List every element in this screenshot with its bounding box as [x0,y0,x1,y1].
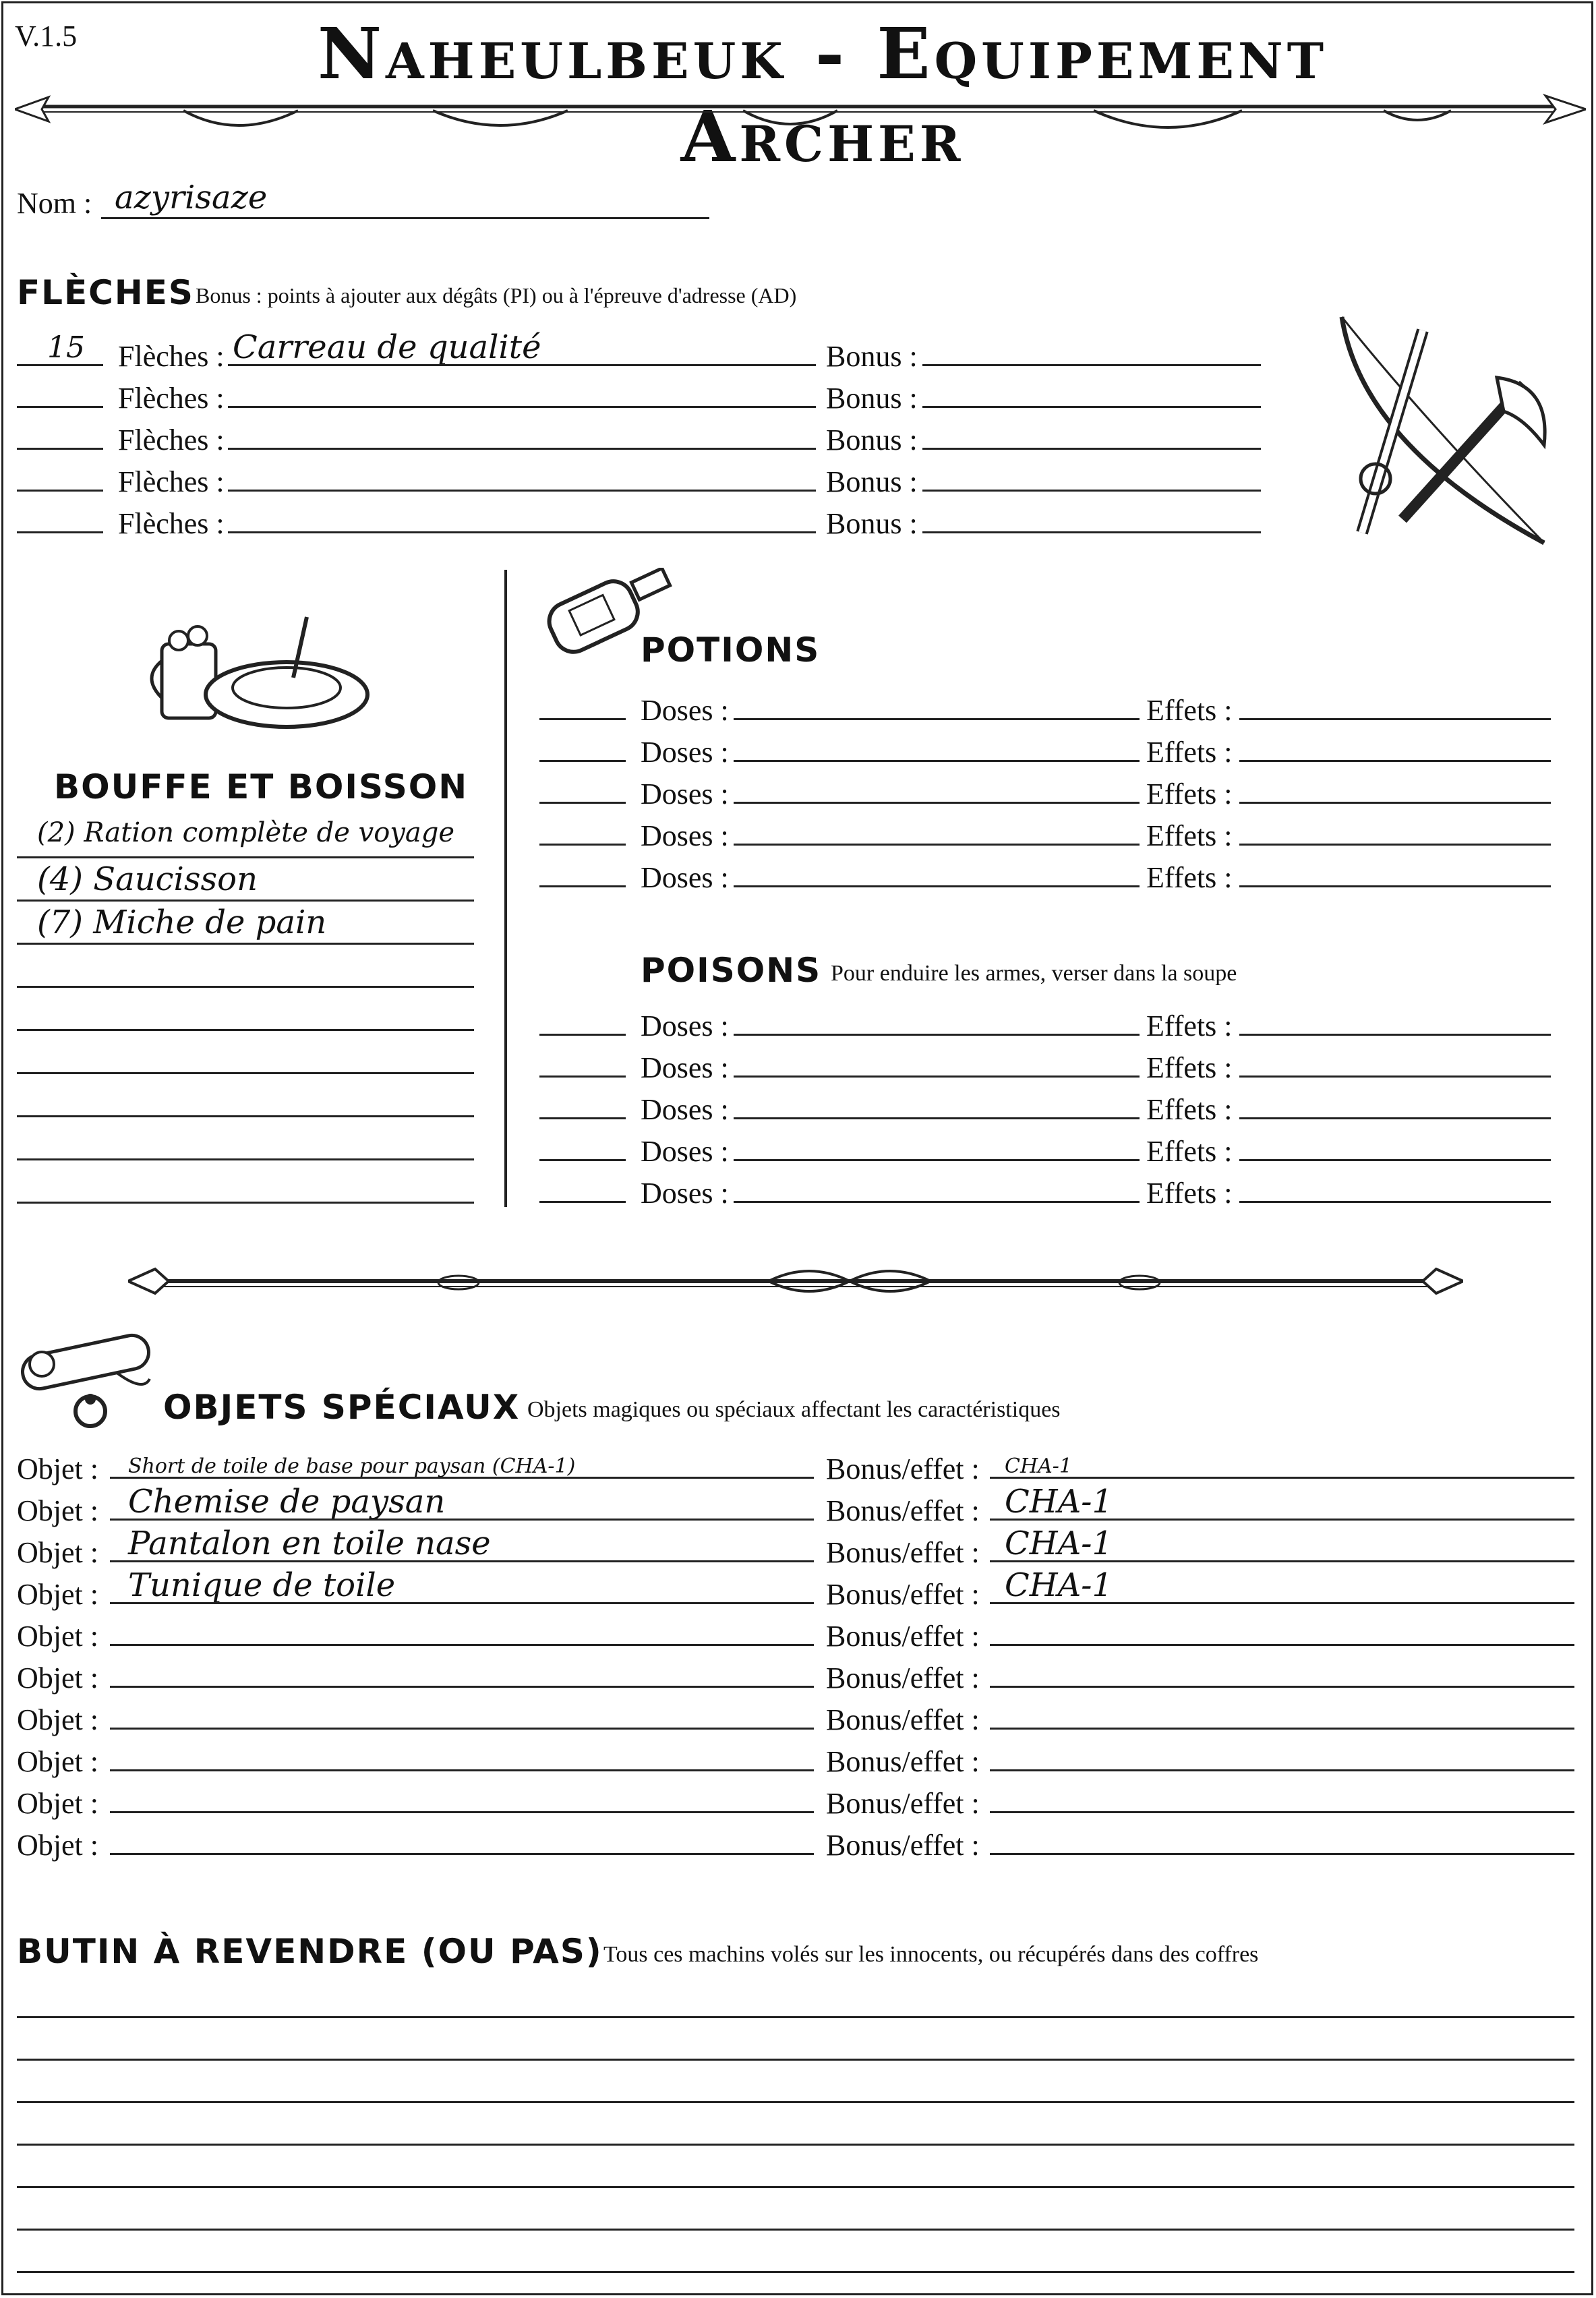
poisons-doses-line[interactable] [734,1159,1140,1161]
poisons-effects-label: Effets : [1146,1093,1233,1126]
potions-qty-line[interactable] [539,718,626,720]
arrow-qty-line [17,490,103,492]
arrow-bonus-label: Bonus : [826,340,918,373]
object-bonus-line [990,1728,1574,1730]
potions-effects-line[interactable] [1239,802,1551,804]
object-label: Objet : [17,1494,98,1527]
arrow-bonus-line [922,490,1261,492]
poisons-doses-label: Doses : [641,1051,729,1084]
object-line [110,1560,814,1562]
arrow-qty-line [17,364,103,366]
poisons-effects-line[interactable] [1239,1159,1551,1161]
loot-line[interactable] [17,2271,1574,2273]
object-bonus-label: Bonus/effet : [826,1536,980,1569]
poisons-effects-line[interactable] [1239,1076,1551,1078]
arrow-bonus-label: Bonus : [826,465,918,498]
potions-effects-label: Effets : [1146,777,1233,811]
poisons-qty-line[interactable] [539,1076,626,1078]
arrow-qty-line [17,448,103,450]
potions-effects-line[interactable] [1239,718,1551,720]
arrow-bonus-label: Bonus : [826,423,918,456]
potions-doses-line[interactable] [734,760,1140,762]
object-line [110,1644,814,1646]
object-label: Objet : [17,1745,98,1778]
arrow-name-line [228,406,816,408]
object-bonus[interactable]: CHA-1 [1005,1525,1113,1562]
loot-line[interactable] [17,2186,1574,2188]
potions-effects-label: Effets : [1146,819,1233,852]
poisons-effects-label: Effets : [1146,1135,1233,1168]
food-title: BOUFFE ET BOISSON [54,767,469,806]
potions-doses-label: Doses : [641,694,729,727]
food-line [17,1072,474,1074]
object-bonus-label: Bonus/effet : [826,1829,980,1862]
arrow-qty-line [17,406,103,408]
mug-and-plate-icon [138,603,374,738]
scroll-and-ring-icon [15,1332,163,1433]
arrow-name-line [228,490,816,492]
loot-line[interactable] [17,2101,1574,2103]
name-label: Nom : [17,187,92,220]
food-line [17,1202,474,1204]
poisons-effects-line[interactable] [1239,1117,1551,1119]
potions-qty-line[interactable] [539,885,626,887]
poisons-doses-label: Doses : [641,1009,729,1042]
object-bonus[interactable]: CHA-1 [1005,1454,1073,1478]
potions-doses-line[interactable] [734,885,1140,887]
object-bonus-label: Bonus/effet : [826,1703,980,1736]
specials-title: OBJETS SPÉCIAUX [163,1388,521,1427]
object-name[interactable]: Tunique de toile [128,1566,396,1604]
loot-line[interactable] [17,2016,1574,2018]
object-bonus[interactable]: CHA-1 [1005,1566,1113,1604]
object-bonus-label: Bonus/effet : [826,1578,980,1611]
object-bonus-line [990,1686,1574,1688]
object-label: Objet : [17,1452,98,1485]
object-line [110,1811,814,1813]
arrow-qty[interactable]: 15 [47,330,85,365]
object-line [110,1769,814,1771]
food-line [17,900,474,902]
food-item[interactable]: (4) Saucisson [37,860,258,898]
object-line [110,1686,814,1688]
poisons-doses-label: Doses : [641,1093,729,1126]
poisons-doses-label: Doses : [641,1177,729,1210]
crossed-sword-axe-bow-icon [1322,310,1564,553]
arrow-bonus-line [922,531,1261,533]
arrow-label: Flèches : [118,423,225,456]
food-line [17,1115,474,1117]
object-line [110,1853,814,1855]
potions-doses-label: Doses : [641,819,729,852]
poisons-doses-line[interactable] [734,1117,1140,1119]
poisons-doses-line[interactable] [734,1034,1140,1036]
object-bonus-line [990,1769,1574,1771]
arrow-name-line [228,531,816,533]
poisons-effects-line[interactable] [1239,1201,1551,1203]
specials-note: Objets magiques ou spéciaux affectant les caractéristiques [527,1397,1061,1422]
object-bonus-label: Bonus/effet : [826,1494,980,1527]
arrows-note: Bonus : points à ajouter aux dégâts (PI) ou à l'épreuve d'adresse (AD) [196,283,797,307]
potions-doses-label: Doses : [641,777,729,811]
poisons-effects-label: Effets : [1146,1009,1233,1042]
food-line [17,1158,474,1160]
potions-effects-line[interactable] [1239,760,1551,762]
object-bonus-label: Bonus/effet : [826,1787,980,1820]
object-label: Objet : [17,1620,98,1653]
object-line [110,1602,814,1604]
poisons-note: Pour enduire les armes, verser dans la soupe [831,961,1237,986]
object-bonus-line [990,1477,1574,1479]
object-label: Objet : [17,1661,98,1695]
object-bonus[interactable]: CHA-1 [1005,1483,1113,1521]
poisons-doses-label: Doses : [641,1135,729,1168]
object-label: Objet : [17,1829,98,1862]
arrow-label: Flèches : [118,340,225,373]
sheet-title: Naheulbeuk - Equipement Archer [317,12,1328,178]
food-item[interactable]: (7) Miche de pain [37,904,327,941]
object-bonus-line [990,1519,1574,1521]
poisons-qty-line[interactable] [539,1201,626,1203]
object-bonus-line [990,1811,1574,1813]
object-bonus-line [990,1853,1574,1855]
potions-effects-label: Effets : [1146,694,1233,727]
food-line [17,986,474,988]
loot-note: Tous ces machins volés sur les innocents, ou récupérés dans des coffres [603,1942,1259,1967]
arrow-label: Flèches : [118,507,225,540]
loot-line[interactable] [17,2229,1574,2231]
object-label: Objet : [17,1578,98,1611]
arrow-divider-icon [15,86,1586,140]
arrow-bonus-line [922,364,1261,366]
arrow-bonus-line [922,406,1261,408]
object-bonus-label: Bonus/effet : [826,1661,980,1695]
name-value[interactable]: azyrisaze [115,179,268,216]
potions-qty-line[interactable] [539,844,626,846]
object-label: Objet : [17,1787,98,1820]
object-bonus-line [990,1560,1574,1562]
loot-line[interactable] [17,2059,1574,2061]
potions-doses-line[interactable] [734,844,1140,846]
potions-qty-line[interactable] [539,760,626,762]
potions-doses-label: Doses : [641,861,729,894]
version-label: V.1.5 [15,20,78,53]
object-name[interactable]: Short de toile de base pour paysan (CHA-1) [128,1454,576,1478]
arrow-bonus-label: Bonus : [826,382,918,415]
food-item[interactable]: (2) Ration complète de voyage [37,817,455,848]
potions-qty-line[interactable] [539,802,626,804]
object-label: Objet : [17,1536,98,1569]
object-bonus-label: Bonus/effet : [826,1620,980,1653]
loot-title: BUTIN À REVENDRE (OU PAS) [17,1932,603,1971]
arrow-label: Flèches : [118,465,225,498]
object-name[interactable]: Chemise de paysan [128,1483,446,1521]
arrow-name[interactable]: Carreau de qualité [233,328,541,366]
potions-effects-label: Effets : [1146,736,1233,769]
arrows-title: FLÈCHES [17,273,194,312]
food-line [17,856,474,858]
arrow-name-line [228,364,816,366]
object-line [110,1728,814,1730]
poisons-effects-label: Effets : [1146,1177,1233,1210]
arrow-name-line [228,448,816,450]
object-bonus-line [990,1644,1574,1646]
potions-effects-line[interactable] [1239,844,1551,846]
object-bonus-line [990,1602,1574,1604]
object-bonus-label: Bonus/effet : [826,1452,980,1485]
poisons-qty-line[interactable] [539,1159,626,1161]
poisons-doses-line[interactable] [734,1076,1140,1078]
potions-doses-line[interactable] [734,802,1140,804]
food-line [17,1029,474,1031]
object-bonus-label: Bonus/effet : [826,1745,980,1778]
object-line [110,1519,814,1521]
potions-effects-label: Effets : [1146,861,1233,894]
poisons-effects-label: Effets : [1146,1051,1233,1084]
column-separator [504,570,507,1207]
poisons-title: POISONS [641,951,822,990]
potions-doses-line[interactable] [734,718,1140,720]
object-name[interactable]: Pantalon en toile nase [128,1525,491,1562]
poisons-effects-line[interactable] [1239,1034,1551,1036]
arrow-bonus-label: Bonus : [826,507,918,540]
food-line [17,943,474,945]
poisons-doses-line[interactable] [734,1201,1140,1203]
potions-effects-line[interactable] [1239,885,1551,887]
potions-doses-label: Doses : [641,736,729,769]
arrow-qty-line [17,531,103,533]
arrow-bonus-line [922,448,1261,450]
object-label: Objet : [17,1703,98,1736]
staff-divider-icon [128,1261,1463,1301]
poisons-qty-line[interactable] [539,1117,626,1119]
arrow-label: Flèches : [118,382,225,415]
name-line [101,217,709,219]
potions-title: POTIONS [641,630,821,670]
object-line [110,1477,814,1479]
loot-line[interactable] [17,2144,1574,2146]
poisons-qty-line[interactable] [539,1034,626,1036]
